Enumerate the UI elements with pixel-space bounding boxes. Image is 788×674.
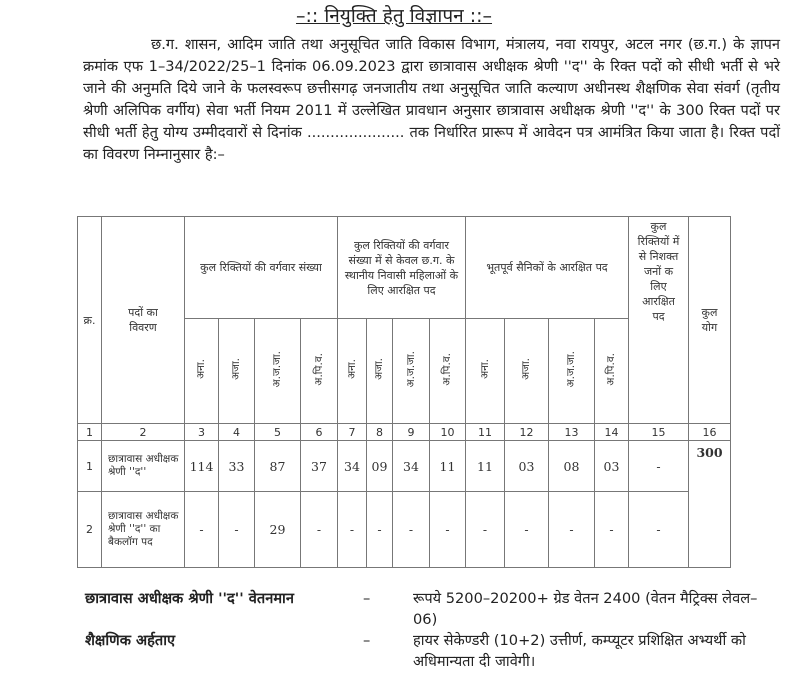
- header-disabled: कुल रिक्तियों में से निशक्त जनों क लिए आरक्षित पद: [629, 217, 689, 424]
- intro-paragraph: छ.ग. शासन, आदिम जाति तथा अनुसूचित जाति विकास विभाग, मंत्रालय, नवा रायपुर, अटल नगर (छ.ग.) के ज्ञापन क्रमांक एफ 1–34/2022/25–1 दिनांक 06.09.2023 द्वारा छात्रावास अधीक्षक श्रेणी ''द'' के रिक्त पदों को सीधी भर्ती से भरे जाने की अनुमति दिये जाने के फलस्वरूप छत्तीसगढ़ जनजातीय तथा अनुसूचित जाति कल्याण अधीनस्थ शैक्षणिक सेवा संवर्ग (तृतीय श्रेणी अलिपिक वर्गीय) सेवा भर्ती नियम 2011 में उल्लेखित प्रावधान अनुसार छात्रावास अधीक्षक श्रेणी ''द'' के 300 रिक्त पदों पर सीधी भर्ती हेतु योग्य उम्मीदवारों से दिनांक ..................... तक निर्धारित प्रारूप में आवेदन पत्र आमंत्रित किया जाता है। रिक्त पदों का विवरण निम्नानुसार है:–: [83, 36, 780, 163]
- category-label: अ.पि.व.: [605, 352, 617, 386]
- category-label: अना.: [195, 359, 207, 379]
- row-value: 08: [549, 441, 595, 492]
- column-number: 14: [595, 424, 629, 441]
- qualification-value: हायर सेकेण्डरी (10+2) उत्तीर्ण, कम्प्यूटर प्रशिक्षित अभ्यर्थी को अधिमान्यता दी जावेगी।: [413, 632, 746, 670]
- category-label: अ.ज.जा.: [271, 350, 283, 388]
- column-number: 8: [367, 424, 393, 441]
- title-text: –:: नियुक्ति हेतु विज्ञापन ::–: [295, 5, 493, 27]
- category-header: [255, 319, 301, 424]
- row-value: -: [367, 492, 393, 568]
- table-row: [78, 441, 731, 492]
- category-header: [301, 319, 338, 424]
- row-value: -: [505, 492, 549, 568]
- category-label: अ.ज.जा.: [404, 350, 417, 388]
- row-value: 34: [393, 441, 430, 492]
- column-number: 7: [338, 424, 367, 441]
- row-value: 11: [430, 441, 466, 492]
- category-label: अ.ज.जा.: [565, 350, 577, 388]
- header-group-exservice: भूतपूर्व सैनिकों के आरक्षित पद: [466, 217, 629, 319]
- header-post: पदों का विवरण: [102, 217, 185, 424]
- header-total: कुल योग: [689, 217, 731, 424]
- category-header: [185, 319, 219, 424]
- column-number: 9: [393, 424, 430, 441]
- qualification-label: शैक्षणिक अर्हताए: [85, 632, 176, 649]
- dash: –: [363, 590, 371, 607]
- row-value: 11: [466, 441, 505, 492]
- category-label: अना.: [478, 359, 491, 379]
- row-value: -: [595, 492, 629, 568]
- category-label: अजा.: [373, 358, 385, 380]
- row-disabled: -: [629, 492, 689, 568]
- column-number: 4: [219, 424, 255, 441]
- row-value: -: [219, 492, 255, 568]
- row-value: 09: [367, 441, 393, 492]
- category-header: [338, 319, 367, 424]
- row-value: -: [549, 492, 595, 568]
- row-value: -: [301, 492, 338, 568]
- vacancy-table: [77, 216, 731, 568]
- category-label: अ.पि.व.: [312, 352, 325, 386]
- column-number: 13: [549, 424, 595, 441]
- column-number: 6: [301, 424, 338, 441]
- column-number: 12: [505, 424, 549, 441]
- header-group-total: कुल रिक्तियों की वर्गवार संख्या: [185, 217, 338, 319]
- row-value: 03: [595, 441, 629, 492]
- row-value: 03: [505, 441, 549, 492]
- row-value: -: [393, 492, 430, 568]
- category-header: [367, 319, 393, 424]
- column-number: 1: [78, 424, 102, 441]
- row-value: 114: [185, 441, 219, 492]
- row-value: -: [430, 492, 466, 568]
- column-number: 11: [466, 424, 505, 441]
- category-header: [549, 319, 595, 424]
- pay-scale-label: छात्रावास अधीक्षक श्रेणी ''द'' वेतनमान: [85, 590, 294, 607]
- pay-scale-value: रूपये 5200–20200+ ग्रेड वेतन 2400 (वेतन मैट्रिक्स लेवल–06): [413, 590, 758, 628]
- category-header: [430, 319, 466, 424]
- header-sno: क्र.: [78, 217, 102, 424]
- grand-total: 300: [689, 441, 731, 568]
- row-value: 29: [255, 492, 301, 568]
- category-header: [219, 319, 255, 424]
- page-title: [0, 2, 788, 28]
- dash: –: [363, 632, 371, 649]
- column-number: 2: [102, 424, 185, 441]
- row-value: 87: [255, 441, 301, 492]
- category-header: [466, 319, 505, 424]
- column-number: 16: [689, 424, 731, 441]
- table-row: [78, 492, 731, 568]
- column-number: 15: [629, 424, 689, 441]
- row-value: -: [185, 492, 219, 568]
- category-label: अजा.: [230, 358, 242, 380]
- category-label: अना.: [345, 359, 358, 379]
- row-value: 37: [301, 441, 338, 492]
- category-header: [595, 319, 629, 424]
- column-number: 5: [255, 424, 301, 441]
- row-value: 34: [338, 441, 367, 492]
- category-header: [393, 319, 430, 424]
- row-value: -: [338, 492, 367, 568]
- category-label: अ.पि.व.: [441, 352, 453, 386]
- column-number: 3: [185, 424, 219, 441]
- row-post: छात्रावास अधीक्षक श्रेणी ''द'' का बैकलॉग पद: [102, 492, 185, 568]
- column-number: 10: [430, 424, 466, 441]
- header-group-women: कुल रिक्तियों की वर्गवार संख्या में से केवल छ.ग. के स्थानीय निवासी महिलाओं के लिए आरक्षित पद: [338, 217, 466, 319]
- category-label: अजा.: [520, 358, 532, 380]
- row-sno: 1: [78, 441, 102, 492]
- category-header: [505, 319, 549, 424]
- row-post: छात्रावास अधीक्षक श्रेणी ''द'': [102, 441, 185, 492]
- row-value: 33: [219, 441, 255, 492]
- row-value: -: [466, 492, 505, 568]
- row-sno: 2: [78, 492, 102, 568]
- row-disabled: -: [629, 441, 689, 492]
